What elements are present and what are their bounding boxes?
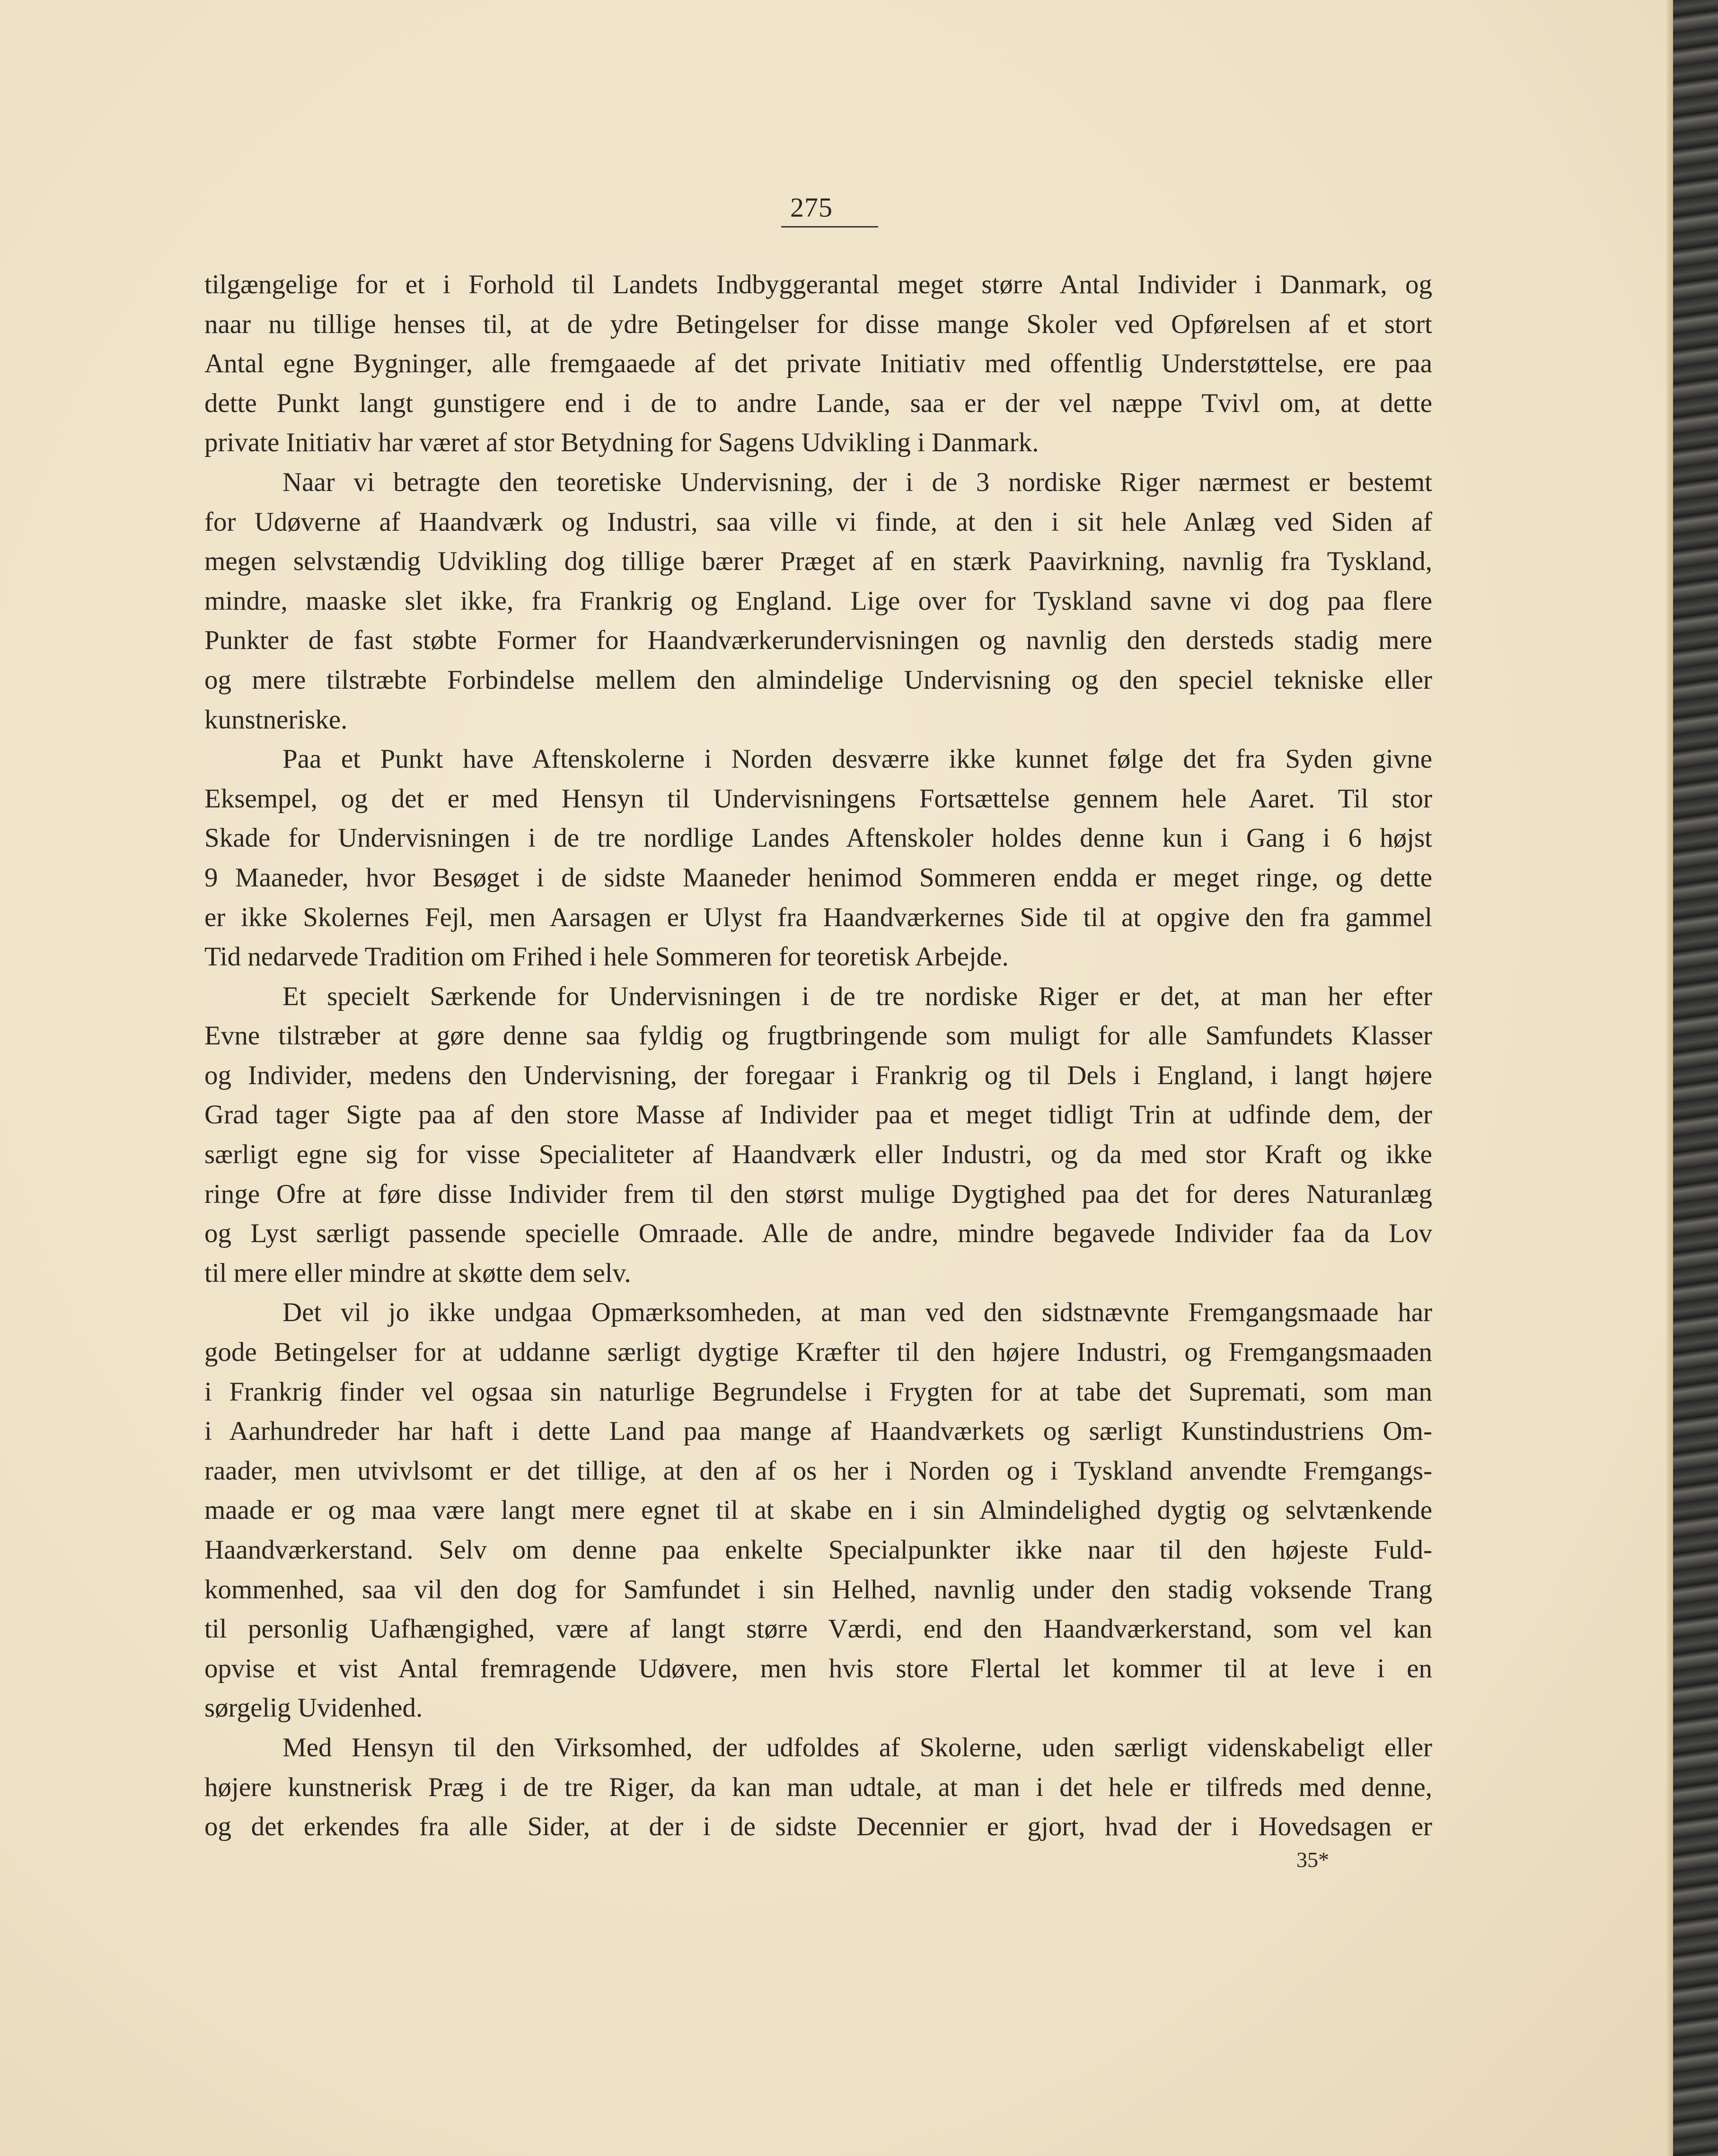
text-line: 9 Maaneder, hvor Besøget i de sidste Maaneder henimod Sommeren endda er meget ringe, og dette [204, 862, 1432, 893]
text-line: mindre, maaske slet ikke, fra Frankrig og England. Lige over for Tyskland savne vi dog paa flere [204, 586, 1432, 616]
paragraph [204, 463, 1432, 739]
text-line: naar nu tillige henses til, at de ydre Betingelser for disse mange Skoler ved Opførelsen af et stort [204, 309, 1432, 339]
text-line: maade er og maa være langt mere egnet til at skabe en i sin Almindelighed dygtig og selvtænkende [204, 1495, 1432, 1525]
text-line: til personlig Uafhængighed, være af langt større Værdi, end den Haandværkerstand, som vel kan [204, 1614, 1432, 1644]
text-line: og det erkendes fra alle Sider, at der i de sidste Decennier er gjort, hvad der i Hovedsagen er [204, 1812, 1432, 1842]
text-line: for Udøverne af Haandværk og Industri, saa ville vi finde, at den i sit hele Anlæg ved Siden af [204, 507, 1432, 537]
text-line: Naar vi betragte den teoretiske Undervisning, der i de 3 nordiske Riger nærmest er bestemt [282, 467, 1432, 497]
page-number: 275 [790, 192, 833, 223]
text-line: kunstneriske. [204, 704, 348, 735]
text-line: gode Betingelser for at uddanne særligt dygtige Kræfter til den højere Industri, og Fremgangsmaaden [204, 1337, 1432, 1367]
page-gutter [1666, 0, 1673, 2156]
text-line: Haandværkerstand. Selv om denne paa enkelte Specialpunkter ikke naar til den højeste Fuld- [204, 1535, 1432, 1565]
text-line: Skade for Undervisningen i de tre nordlige Landes Aftenskoler holdes denne kun i Gang i 6 højst [204, 823, 1432, 853]
text-line: Antal egne Bygninger, alle fremgaaede af det private Initiativ med offentlig Understøttelse, ere paa [204, 349, 1432, 379]
text-line: og mere tilstræbte Forbindelse mellem den almindelige Undervisning og den speciel tekniske eller [204, 665, 1432, 695]
text-line: i Frankrig finder vel ogsaa sin naturlige Begrundelse i Frygten for at tabe det Supremati, som man [204, 1376, 1432, 1407]
book-binding [1673, 0, 1718, 2156]
text-line: Punkter de fast støbte Former for Haandværkerundervisningen og navnlig den dersteds stadig mere [204, 625, 1432, 656]
text-line: Grad tager Sigte paa af den store Masse af Individer paa et meget tidligt Trin at udfinde dem, der [204, 1100, 1432, 1130]
signature-mark: 35* [1296, 1848, 1329, 1872]
text-line: private Initiativ har været af stor Betydning for Sagens Udvikling i Danmark. [204, 428, 1039, 458]
body-text [204, 265, 1432, 1847]
paragraph [204, 1293, 1432, 1728]
text-line: Eksempel, og det er med Hensyn til Undervisningens Fortsættelse gennem hele Aaret. Til stor [204, 783, 1432, 814]
page-number-rule [781, 226, 878, 228]
text-line: opvise et vist Antal fremragende Udøvere, men hvis store Flertal let kommer til at leve i en [204, 1653, 1432, 1683]
text-line: til mere eller mindre at skøtte dem selv. [204, 1258, 631, 1288]
text-line: og Lyst særligt passende specielle Omraade. Alle de andre, mindre begavede Individer faa da Lov [204, 1218, 1432, 1249]
text-line: sørgelig Uvidenhed. [204, 1693, 423, 1723]
paragraph [204, 977, 1432, 1293]
paragraph [204, 1728, 1432, 1847]
text-line: er ikke Skolernes Fejl, men Aarsagen er Ulyst fra Haandværkernes Side til at opgive den fra gammel [204, 902, 1432, 932]
text-line: Paa et Punkt have Aftenskolerne i Norden desværre ikke kunnet følge det fra Syden givne [282, 744, 1432, 774]
text-line: Evne tilstræber at gøre denne saa fyldig og frugtbringende som muligt for alle Samfundets Klasser [204, 1021, 1432, 1051]
text-line: kommenhed, saa vil den dog for Samfundet i sin Helhed, navnlig under den stadig voksende Trang [204, 1574, 1432, 1604]
text-line: Et specielt Særkende for Undervisningen i de tre nordiske Riger er det, at man her efter [282, 981, 1432, 1011]
text-line: højere kunstnerisk Præg i de tre Riger, da kan man udtale, at man i det hele er tilfreds med denne, [204, 1772, 1432, 1802]
text-line: tilgængelige for et i Forhold til Landets Indbyggerantal meget større Antal Individer i Danmark, og [204, 270, 1432, 299]
text-line: særligt egne sig for visse Specialiteter af Haandværk eller Industri, og da med stor Kraft og ikke [204, 1139, 1432, 1170]
text-line: Det vil jo ikke undgaa Opmærksomheden, at man ved den sidstnævnte Fremgangsmaade har [282, 1297, 1432, 1328]
text-line: og Individer, medens den Undervisning, der foregaar i Frankrig og til Dels i England, i langt højere [204, 1060, 1432, 1090]
text-line: dette Punkt langt gunstigere end i de to andre Lande, saa er der vel næppe Tvivl om, at dette [204, 388, 1432, 418]
text-line: ringe Ofre at føre disse Individer frem til den størst mulige Dygtighed paa det for deres Naturanlæg [204, 1179, 1432, 1209]
text-line: i Aarhundreder har haft i dette Land paa mange af Haandværkets og særligt Kunstindustriens Om- [204, 1416, 1432, 1446]
paragraph [204, 739, 1432, 977]
text-line: Med Hensyn til den Virksomhed, der udfoldes af Skolerne, uden særligt videnskabeligt eller [282, 1732, 1432, 1762]
text-line: Tid nedarvede Tradition om Frihed i hele Sommeren for teoretisk Arbejde. [204, 942, 1009, 972]
text-line: raader, men utvivlsomt er det tillige, at den af os her i Norden og i Tyskland anvendte Fremgangs- [204, 1455, 1432, 1486]
text-line: megen selvstændig Udvikling dog tillige bærer Præget af en stærk Paavirkning, navnlig fra Tyskland, [204, 546, 1432, 577]
paragraph [204, 265, 1432, 463]
